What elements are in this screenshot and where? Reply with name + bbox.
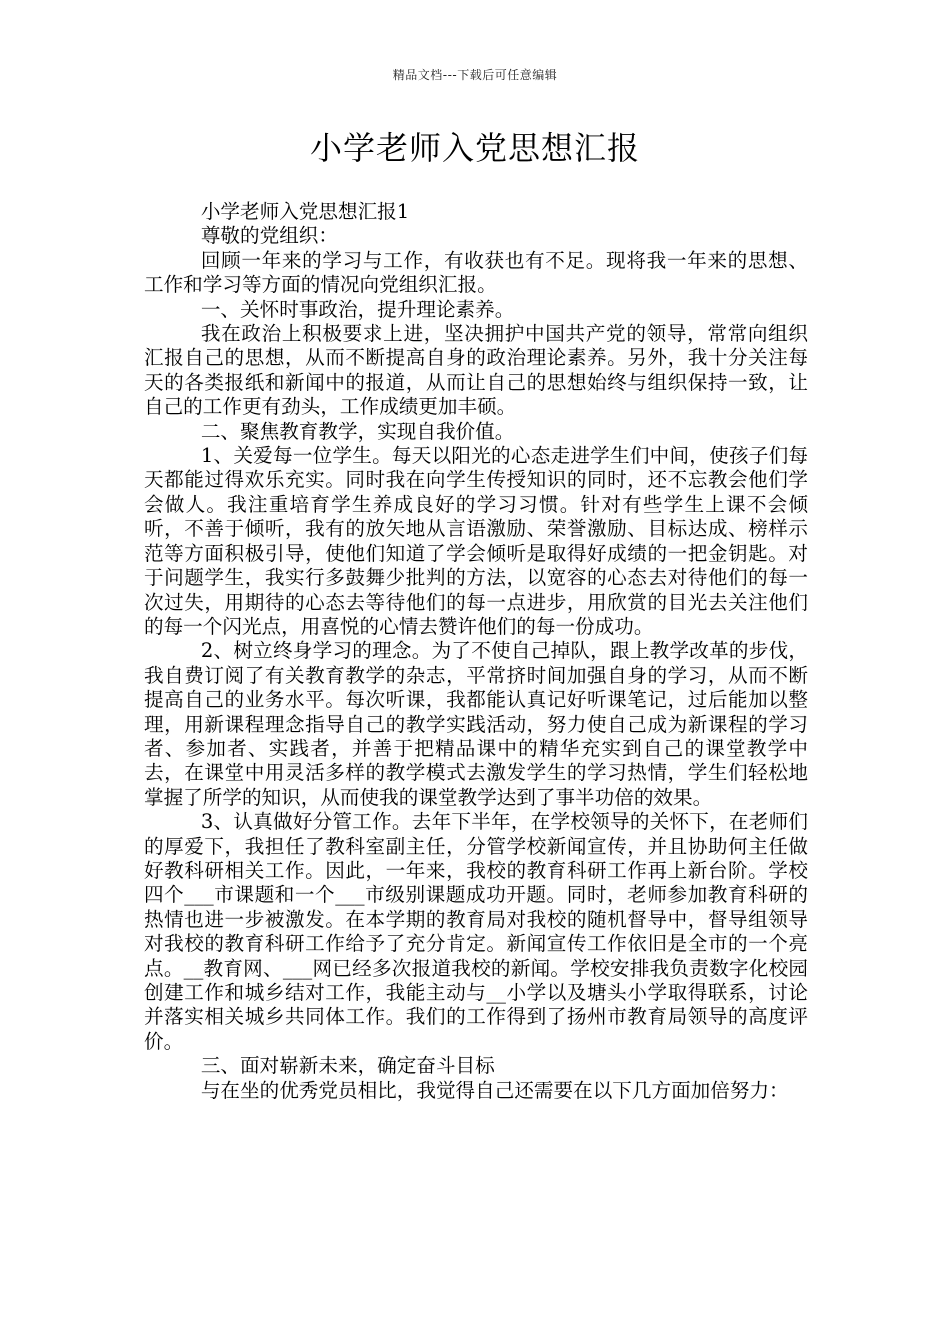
paragraph: 2、树立终身学习的理念。为了不使自己掉队，跟上教学改革的步伐，我自费订阅了有关教育教学的杂志，平常挤时间加强自身的学习，从而不断提高自己的业务水平。每次听课，我都能认真记好听课笔记，过后能加以整理，用新课程理念指导自己的教学实践活动，努力使自己成为新课程的学习者、参加者、实践者，并善于把精品课中的精华充实到自己的课堂教学中去，在课堂中用灵活多样的教学模式去激发学生的学习热情，学生们轻松地掌握了所学的知识，从而使我的课堂教学达到了事半功倍的效果。: [144, 639, 808, 809]
document-title: 小学老师入党思想汇报: [309, 129, 640, 167]
paragraph-intro: 回顾一年来的学习与工作，有收获也有不足。现将我一年来的思想、工作和学习等方面的情况向党组织汇报。: [144, 248, 808, 297]
section-heading-3: 三、面对崭新未来，确定奋斗目标: [200, 1054, 495, 1078]
paragraph-subtitle: 小学老师入党思想汇报1: [200, 200, 410, 223]
document-body: [144, 200, 808, 1103]
section-heading-1: 一、关怀时事政治，提升理论素养。: [200, 297, 515, 321]
paragraph-salutation: 尊敬的党组织：: [200, 224, 338, 248]
paragraph: 3、认真做好分管工作。去年下半年，在学校领导的关怀下，在老师们的厚爱下，我担任了教科室副主任，分管学校新闻宣传，并且协助何主任做好教科研相关工作。因此，一年来，我校的教育科研工作再上新台阶。学校四个___市课题和一个___市级别课题成功开题。同时，老师参加教育科研的热情也进一步被激发。在本学期的教育局对我校的随机督导中，督导组领导对我校的教育科研工作给予了充分肯定。新闻宣传工作依旧是全市的一个亮点。__教育网、___网已经多次报道我校的新闻。学校安排我负责数字化校园创建工作和城乡结对工作，我能主动与__小学以及塘头小学取得联系，讨论并落实相关城乡共同体工作。我们的工作得到了扬州市教育局领导的高度评价。: [144, 810, 808, 1053]
paragraph: 1、关爱每一位学生。每天以阳光的心态走进学生们中间，使孩子们每天都能过得欢乐充实。同时我在向学生传授知识的同时，还不忘教会他们学会做人。我注重培育学生养成良好的学习习惯。针对有些学生上课不会倾听，不善于倾听，我有的放矢地从言语激励、荣誉激励、目标达成、榜样示范等方面积极引导，使他们知道了学会倾听是取得好成绩的一把金钥匙。对于问题学生，我实行多鼓舞少批判的方法，以宽容的心态去对待他们的每一次过失，用期待的心态去等待他们的每一点进步，用欣赏的目光去关注他们的每一个闪光点，用喜悦的心情去赞许他们的每一份成功。: [144, 444, 808, 638]
section-heading-2: 二、聚焦教育教学，实现自我价值。: [200, 419, 515, 443]
paragraph: 我在政治上积极要求上进，坚决拥护中国共产党的领导，常常向组织汇报自己的思想，从而不断提高自身的政治理论素养。另外，我十分关注每天的各类报纸和新闻中的报道，从而让自己的思想始终与组织保持一致，让自己的工作更有劲头，工作成绩更加丰硕。: [144, 322, 808, 419]
page-header-note: 精品文档---下载后可任意编辑: [392, 68, 558, 82]
paragraph: 与在坐的优秀党员相比，我觉得自己还需要在以下几方面加倍努力：: [200, 1078, 789, 1102]
